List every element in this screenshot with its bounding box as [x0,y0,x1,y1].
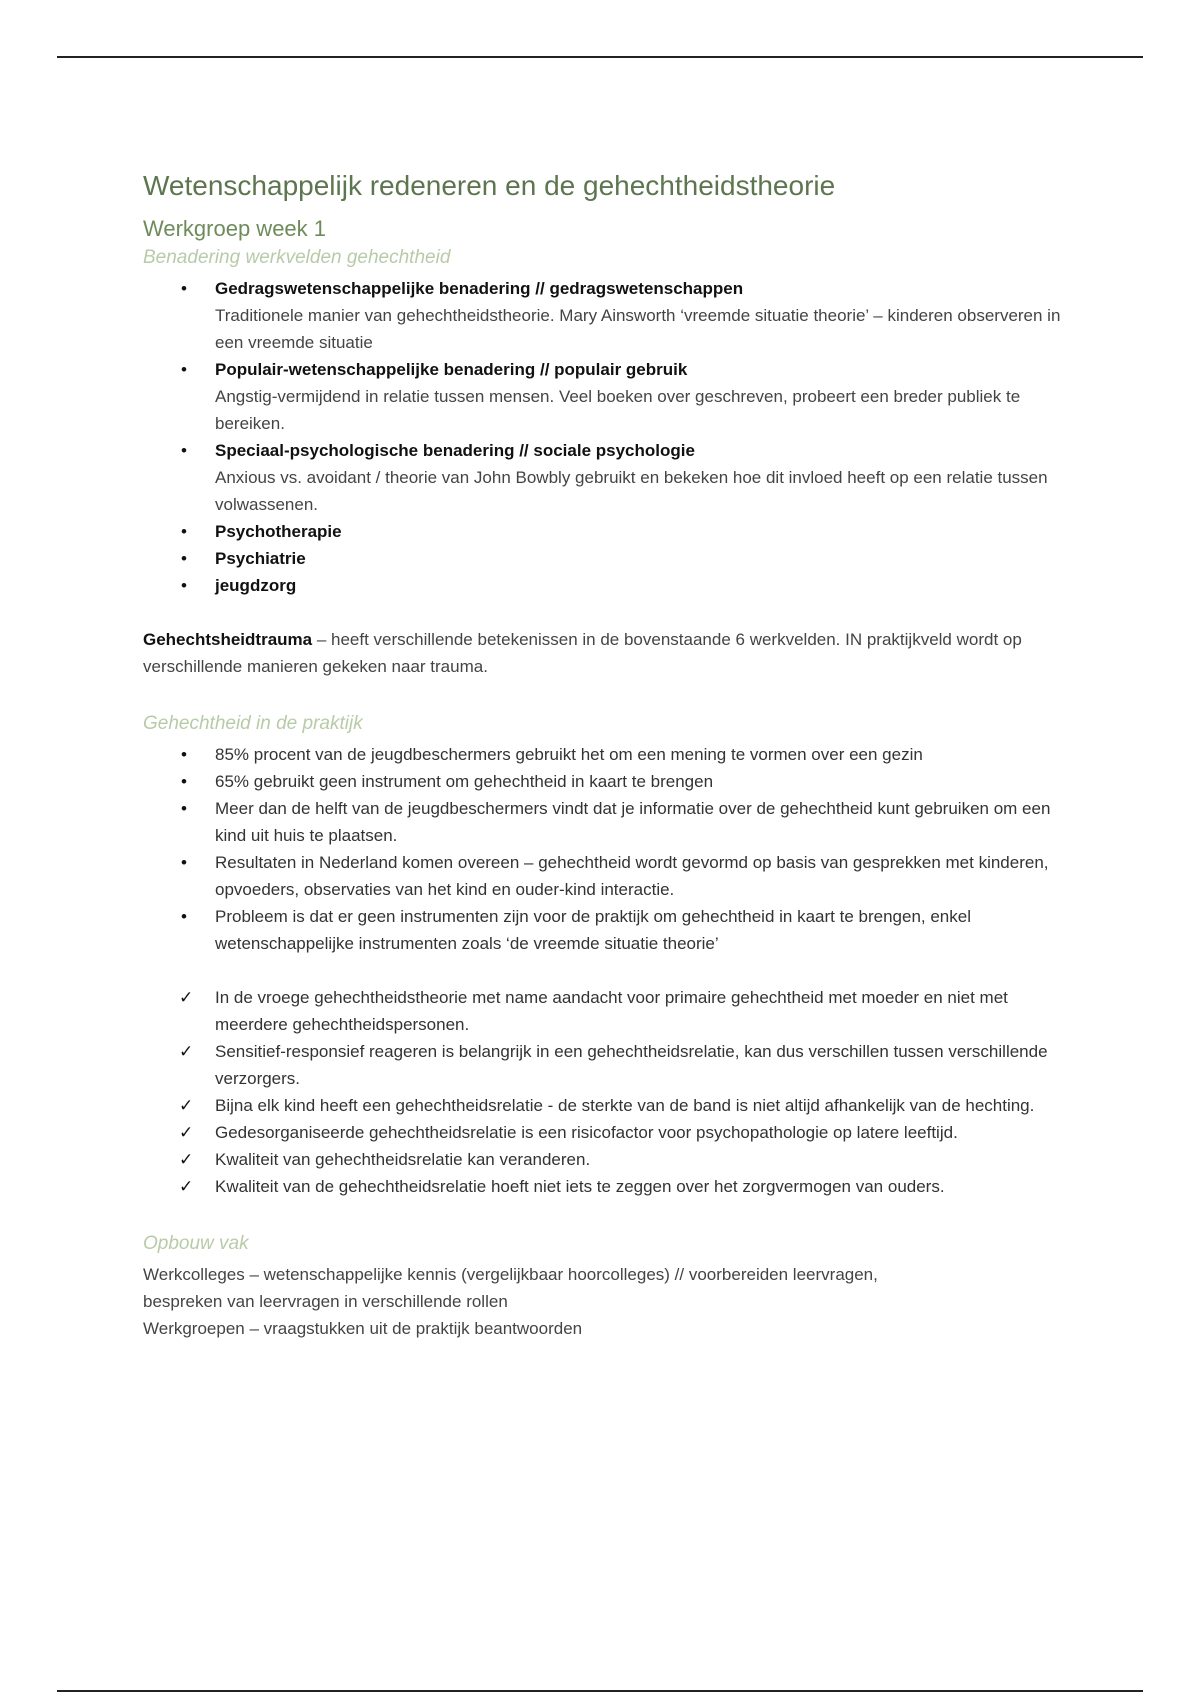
list-item-text: Resultaten in Nederland komen overeen – gehechtheid wordt gevormd op basis van gesprekken met kinderen, opvoeders, observaties van het kind en ouder-kind interactie. [215,853,1049,899]
list-item [143,437,1073,518]
header-rule [57,56,1143,58]
check-item-text: Kwaliteit van gehechtheidsrelatie kan veranderen. [215,1150,591,1169]
checkmark-icon: ✓ [179,1150,194,1169]
trauma-text: – heeft verschillende betekenissen in de bovenstaande 6 werkvelden. IN praktijkveld wordt op verschillende manieren gekeken naar trauma. [143,630,1022,676]
text-line: Werkgroepen – vraagstukken uit de praktijk beantwoorden [143,1319,583,1338]
checkmark-icon: ✓ [179,1177,194,1196]
opbouw-text [143,1261,1073,1342]
check-item-text: In de vroege gehechtheidstheorie met name aandacht voor primaire gehechtheid met moeder en niet met meerdere gehechtheidspersonen. [215,988,1008,1034]
bullet-icon: • [181,745,187,764]
trauma-term: Gehechtsheidtrauma [143,630,313,649]
item-title: Populair-wetenschappelijke benadering // populair gebruik [215,360,688,379]
list-item [143,275,1073,356]
text-line: Werkcolleges – wetenschappelijke kennis (vergelijkbaar hoorcolleges) // voorbereiden leervragen, [143,1265,878,1284]
checkmark-icon: ✓ [179,988,194,1007]
text-line: bespreken van leervragen in verschillende rollen [143,1292,508,1311]
bullet-icon: • [181,799,187,818]
item-title: Psychiatrie [215,549,306,568]
check-item [143,1146,1073,1173]
list-item-text: 85% procent van de jeugdbeschermers gebruikt het om een mening te vormen over een gezin [215,745,923,764]
item-description: Anxious vs. avoidant / theorie van John Bowbly gebruikt en bekeken hoe dit invloed heeft op een relatie tussen volwassenen. [215,468,1048,514]
checkmark-icon: ✓ [179,1042,194,1061]
list-item [143,356,1073,437]
list-item-text: Probleem is dat er geen instrumenten zijn voor de praktijk om gehechtheid in kaart te brengen, enkel wetenschappelijke instrumenten zoals ‘de vreemde situatie theorie’ [215,907,971,953]
check-item [143,1173,1073,1200]
trauma-paragraph [143,626,1073,680]
document-body [143,168,1073,1342]
check-item [143,1092,1073,1119]
check-item [143,1119,1073,1146]
bullet-icon: • [181,522,187,541]
bullet-icon: • [181,441,187,460]
list-item-text: 65% gebruikt geen instrument om gehechtheid in kaart te brengen [215,772,714,791]
list-item [143,545,1073,572]
check-item [143,1038,1073,1092]
bullet-icon: • [181,360,187,379]
bullet-icon: • [181,279,187,298]
page-title: Wetenschappelijk redeneren en de gehechtheidstheorie [143,170,836,201]
bullet-icon: • [181,772,187,791]
list-item-text: Meer dan de helft van de jeugdbeschermers vindt dat je informatie over de gehechtheid kunt gebruiken om een kind uit huis te plaatsen. [215,799,1051,845]
item-description: Traditionele manier van gehechtheidstheorie. Mary Ainsworth ‘vreemde situatie theorie’ – kinderen observeren in een vreemde situatie [215,306,1061,352]
section-heading-opbouw: Opbouw vak [143,1233,249,1254]
bullet-icon: • [181,853,187,872]
item-title: Psychotherapie [215,522,342,541]
section-heading-benadering: Benadering werkvelden gehechtheid [143,247,451,268]
check-item-text: Kwaliteit van de gehechtheidsrelatie hoeft niet iets te zeggen over het zorgvermogen van ouders. [215,1177,945,1196]
bullet-icon: • [181,576,187,595]
section-heading-praktijk: Gehechtheid in de praktijk [143,713,363,734]
praktijk-check-list [143,984,1073,1200]
bullet-icon: • [181,549,187,568]
checkmark-icon: ✓ [179,1123,194,1142]
list-item [143,849,1073,903]
check-item [143,984,1073,1038]
check-item-text: Bijna elk kind heeft een gehechtheidsrelatie - de sterkte van de band is niet altijd afhankelijk van de hechting. [215,1096,1035,1115]
bullet-icon: • [181,907,187,926]
footer-rule [57,1690,1143,1692]
praktijk-bullet-list [143,741,1073,957]
benadering-list [143,275,1073,599]
list-item [143,741,1073,768]
check-item-text: Sensitief-responsief reageren is belangrijk in een gehechtheidsrelatie, kan dus verschillen tussen verschillende verzorgers. [215,1042,1048,1088]
checkmark-icon: ✓ [179,1096,194,1115]
item-title: Speciaal-psychologische benadering // sociale psychologie [215,441,695,460]
list-item [143,572,1073,599]
subtitle: Werkgroep week 1 [143,216,327,241]
check-item-text: Gedesorganiseerde gehechtheidsrelatie is een risicofactor voor psychopathologie op latere leeftijd. [215,1123,958,1142]
list-item [143,518,1073,545]
list-item [143,795,1073,849]
list-item [143,768,1073,795]
item-title: Gedragswetenschappelijke benadering // gedragswetenschappen [215,279,744,298]
item-title: jeugdzorg [215,576,297,595]
item-description: Angstig-vermijdend in relatie tussen mensen. Veel boeken over geschreven, probeert een breder publiek te bereiken. [215,387,1021,433]
list-item [143,903,1073,957]
